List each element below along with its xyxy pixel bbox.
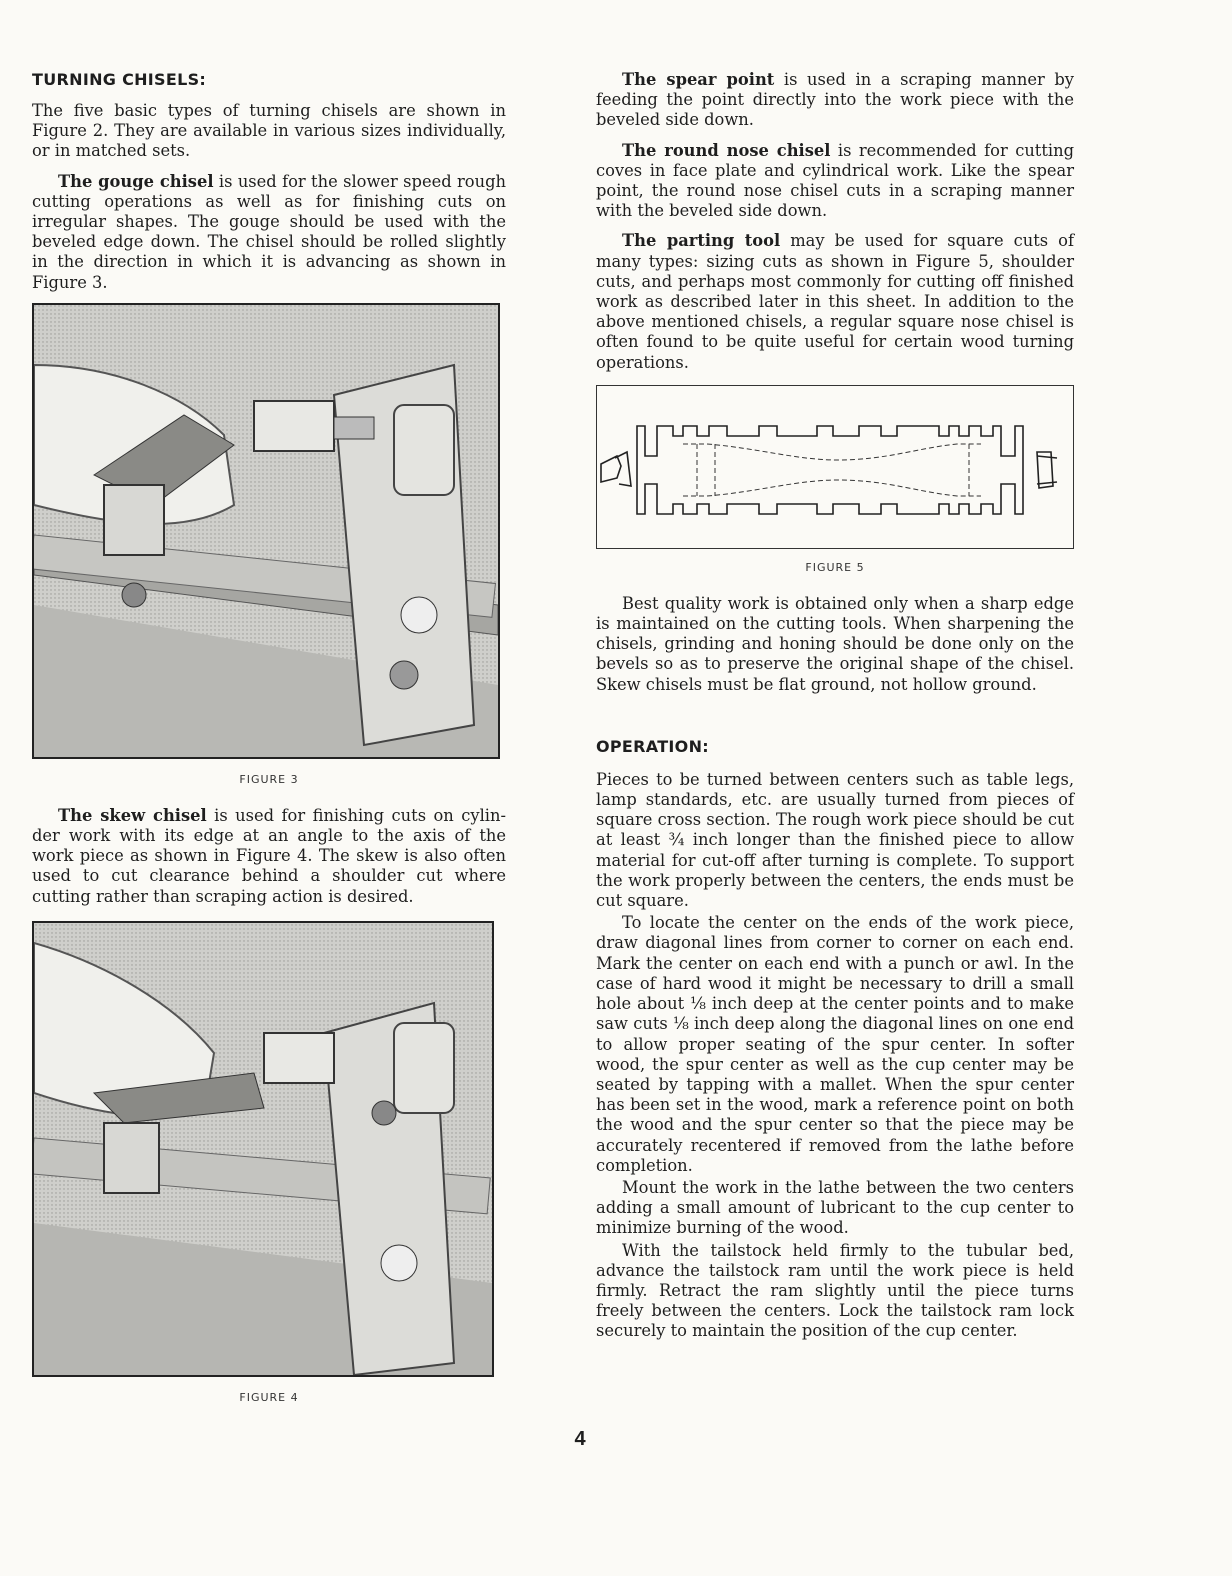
round-nose-text: is recommended for cutting coves in face plate and cylindrical work. Like the spear point, the round nose chisel cuts in a scraping manner with the beveled side down. (596, 140, 1075, 221)
figure-4-photo (32, 921, 494, 1377)
gouge-text: is used for the slower speed rough cutting operations as well as for finishing cuts on irregular shapes. The gouge should be used with the beveled edge down. The chisel should be rolled slightly in the direction in which it is advancing as shown in Figure 3. (32, 171, 506, 292)
intro-paragraph: The five basic types of turning chisels are shown in Figure 2. They are available in various sizes individually, or in matched sets. (32, 101, 506, 161)
lathe-gouge-illustration (34, 305, 498, 757)
figure-4-caption: FIGURE 4 (239, 1390, 299, 1404)
figure-5-diagram (596, 385, 1074, 549)
page-number: 4 (574, 1428, 586, 1450)
operation-paragraph-1: Pieces to be turned between centers such as table legs, lamp standards, etc. are usually turned from pieces of square cross section. The rough work piece should be cut at least ¾ inch longer than the finished piece to allow material for cut-off after turning is complete. To support the work properly between the centers, the ends must be cut square. (596, 769, 1074, 911)
operation-paragraph-4: With the tailstock held firmly to the tubular bed, advance the tailstock ram until the work piece is held firmly. Retract the ram slightly until the piece turns freely between the centers. Lock the tailstock ram lock securely to maintain the position of the cup center. (596, 1240, 1074, 1341)
sizing-cuts-diagram (597, 386, 1073, 548)
gouge-term: The gouge chisel (58, 171, 214, 191)
spear-paragraph (596, 70, 1074, 131)
operation-paragraph-3: Mount the work in the lathe between the two centers adding a small amount of lubricant to the cup center to minimize burning of the wood. (596, 1177, 1074, 1238)
skew-paragraph (32, 806, 506, 907)
round-nose-term: The round nose chisel (622, 140, 831, 160)
lathe-skew-illustration (34, 923, 492, 1375)
operation-paragraph-2: To locate the center on the ends of the work piece, draw diagonal lines from corner to corner on each end. Mark the center on each end with a punch or awl. In the case of hard wood it might be necessary to drill a small hole about ⅛ inch deep at the center points and to make saw cuts ⅛ inch deep along the diagonal lines on one end to allow proper seating of the spur center. In softer wood, the spur center as well as the cup center may be seated by tapping with a mallet. When the spur center has been set in the wood, mark a reference point on both the wood and the spur center so that the piece may be accurately recentered if removed from the lathe before completion. (596, 913, 1074, 1175)
skew-term: The skew chisel (58, 805, 207, 825)
round-nose-paragraph (596, 141, 1074, 222)
right-column (596, 70, 1074, 1344)
figure-3-photo (32, 303, 500, 759)
gouge-paragraph (32, 172, 506, 293)
sharpening-paragraph: Best quality work is obtained only when a sharp edge is maintained on the cutting tools. When sharpening the chisels, grinding and honing should be done only on the bevels so as to preserve the original shape of the chisel. Skew chisels must be flat ground, not hollow ground. (596, 593, 1074, 694)
parting-text: may be used for square cuts of many types: sizing cuts as shown in Figure 5, shoulder cuts, and perhaps most commonly for cutting off finished work as described later in this sheet. In addition to the above mentioned chisels, a regular square nose chisel is often found to be quite useful for certain wood turning operations. (596, 231, 1075, 372)
figure-5-caption: FIGURE 5 (805, 560, 865, 574)
spear-text: is used in a scraping manner by feeding the point directly into the work piece with the beveled side down. (596, 70, 1074, 130)
skew-text: is used for finishing cuts on cylinder work with its edge at an angle to the axis of the work piece as shown in Figure 4. The skew is also often used to cut clearance behind a shoulder cut where cutting rather than scraping action is desired. (32, 805, 506, 906)
spear-term: The spear point (622, 70, 775, 89)
operation-heading: OPERATION: (596, 736, 709, 756)
parting-paragraph (596, 231, 1074, 372)
figure-3-caption: FIGURE 3 (239, 772, 299, 786)
parting-term: The parting tool (622, 231, 781, 251)
turning-chisels-heading: TURNING CHISELS: (32, 70, 207, 89)
left-column (32, 70, 506, 1404)
